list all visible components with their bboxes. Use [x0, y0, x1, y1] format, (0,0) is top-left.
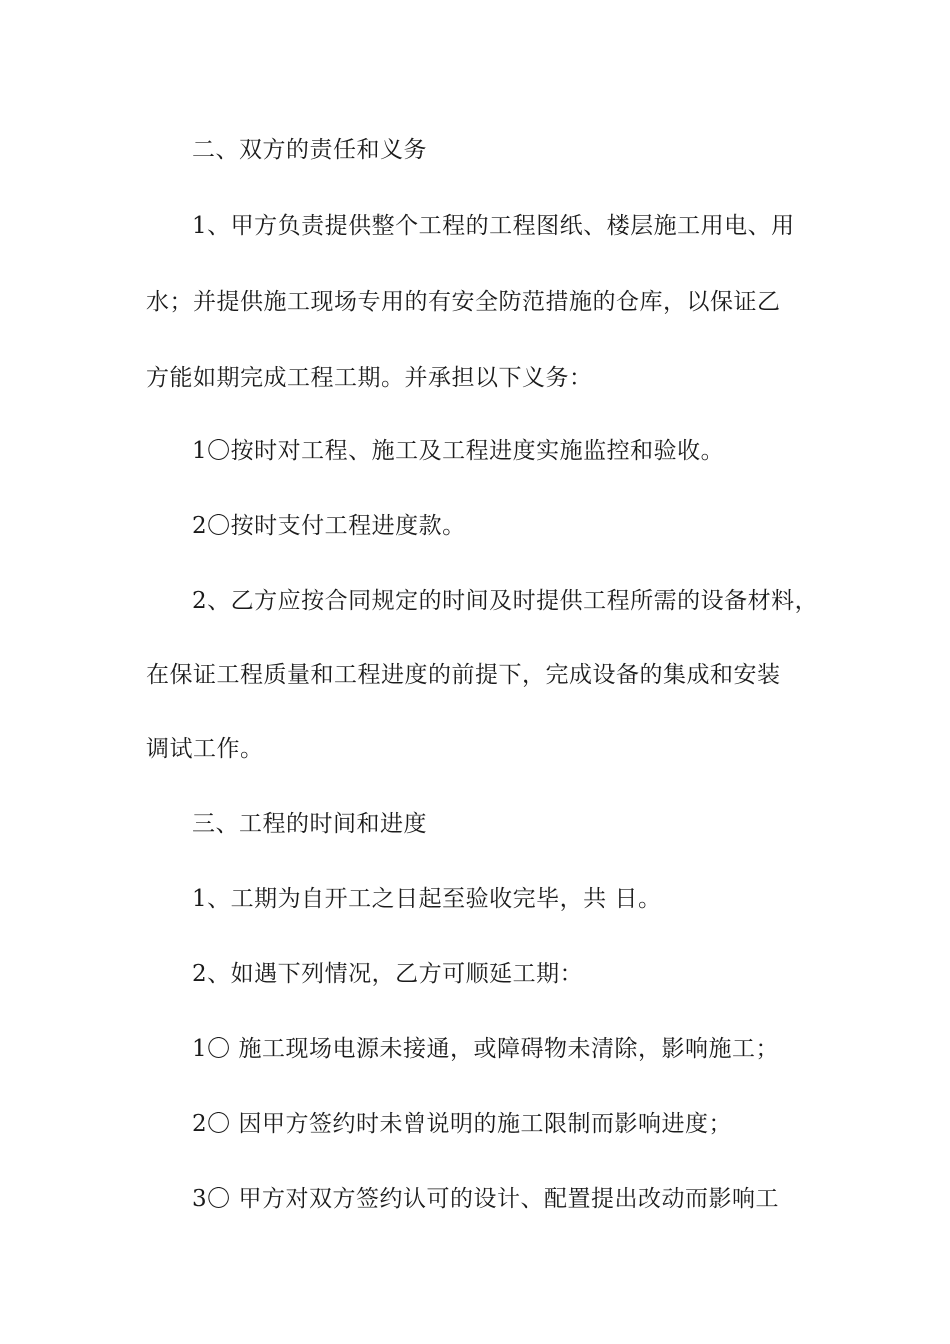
list-item: 2〇 因甲方签约时未曾说明的施工限制而影响进度； [192, 1111, 732, 1137]
paragraph-line: 方能如期完成工程工期。并承担以下义务： [146, 365, 593, 391]
paragraph-line: 1、甲方负责提供整个工程的工程图纸、楼层施工用电、用 [192, 213, 795, 239]
list-item: 2〇按时支付工程进度款。 [192, 513, 466, 539]
section-heading-responsibilities: 二、双方的责任和义务 [192, 137, 427, 163]
paragraph-line: 2、乙方应按合同规定的时间及时提供工程所需的设备材料， [192, 588, 819, 614]
list-item: 1〇 施工现场电源未接通，或障碍物未清除，影响施工； [192, 1036, 779, 1062]
list-item: 1〇按时对工程、施工及工程进度实施监控和验收。 [192, 438, 725, 464]
paragraph-line: 在保证工程质量和工程进度的前提下，完成设备的集成和安装 [146, 662, 781, 688]
paragraph-line: 调试工作。 [146, 736, 264, 762]
paragraph-line: 水；并提供施工现场专用的有安全防范措施的仓库，以保证乙 [146, 289, 781, 315]
paragraph-line: 2、如遇下列情况，乙方可顺延工期： [192, 961, 584, 987]
paragraph-line: 1、工期为自开工之日起至验收完毕，共 日。 [192, 886, 662, 912]
section-heading-schedule: 三、工程的时间和进度 [192, 811, 427, 837]
list-item: 3〇 甲方对双方签约认可的设计、配置提出改动而影响工 [192, 1186, 779, 1212]
